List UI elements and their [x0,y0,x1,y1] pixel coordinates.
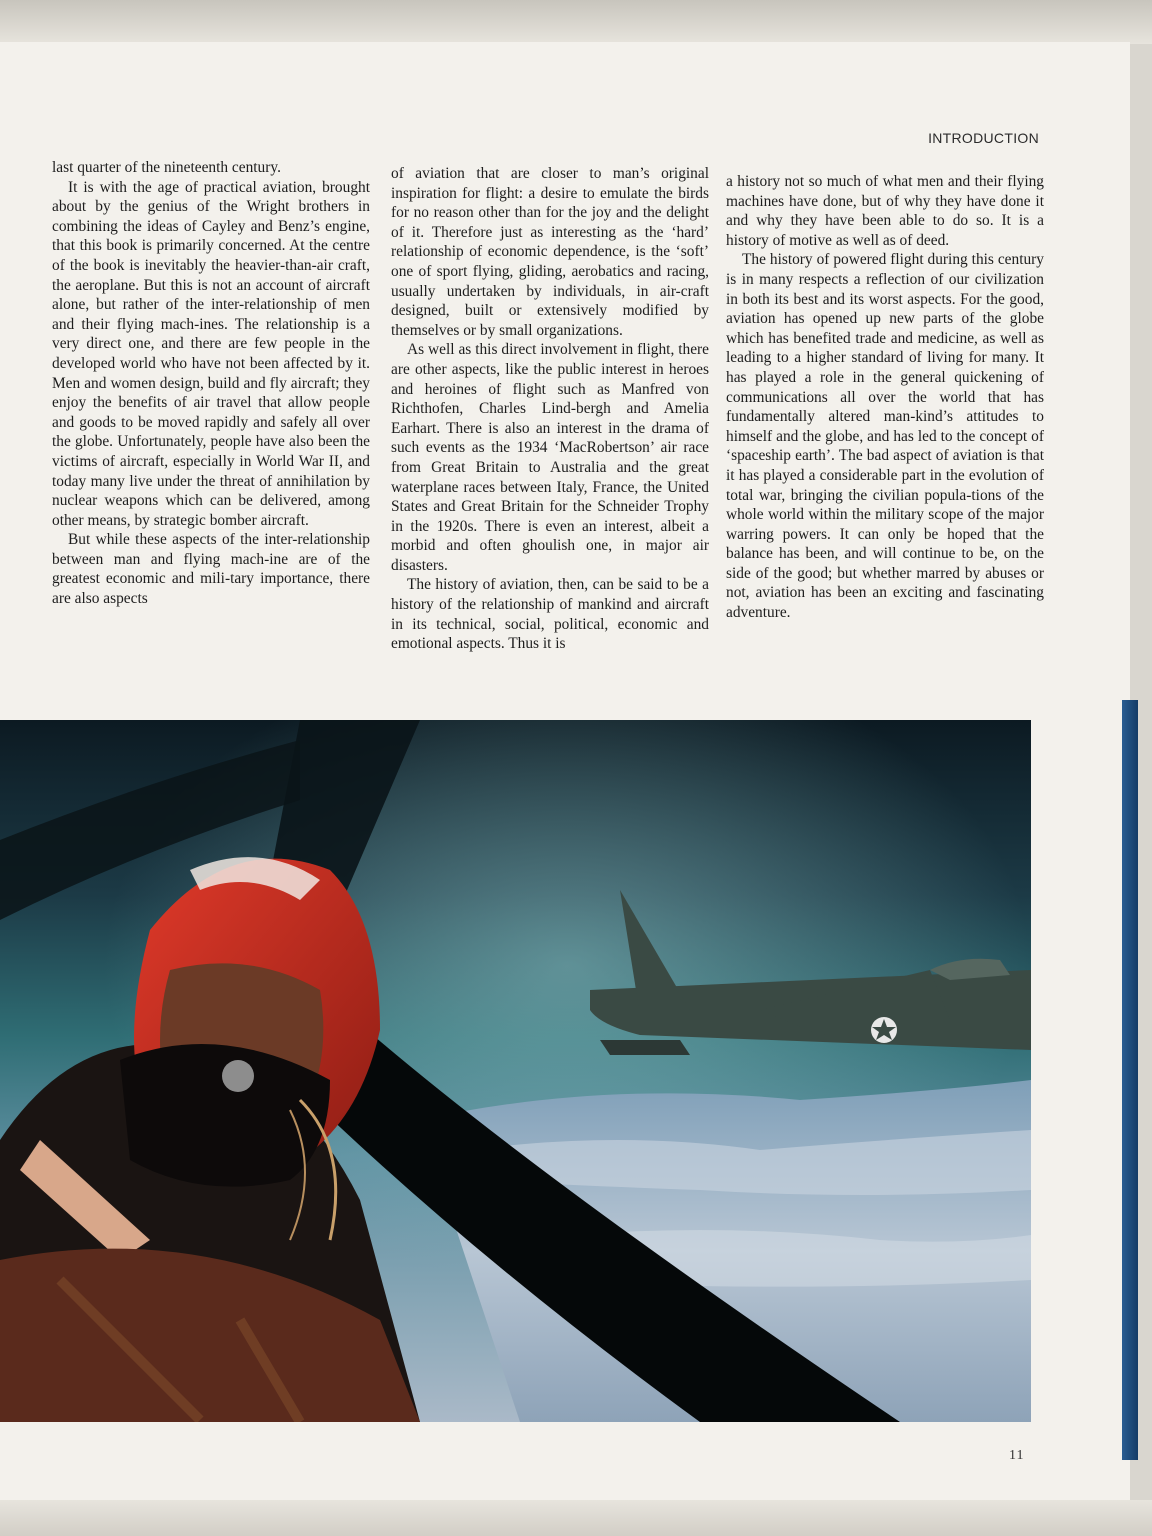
page-top-shadow [0,0,1152,44]
paragraph: The history of aviation, then, can be said to be a history of the relationship of mankind and aircraft in its technical, social, political, economic and emotional aspects. Thus it is [391,576,709,653]
paragraph: of aviation that are closer to man’s original inspiration for flight: a desire to emulate the birds for no reason other than for the joy and the delight of it. Therefore just as interesting as the ‘hard’ relationship of economic dependence, is the ‘soft’ one of sport flying, gliding, aerobatics and racing, usually undertaken by individuals, in air-craft designed, built or extensively modified by themselves or by small organizations. [391,165,709,339]
book-cover-edge [1122,700,1138,1460]
paragraph: a history not so much of what men and their flying machines have done, but of why they have done it and why they have been able to do so. It is a history of motive as well as of deed. [726,173,1044,249]
page-bottom-edge [0,1500,1152,1536]
paragraph: As well as this direct involvement in flight, there are other aspects, like the public interest in heroes and heroines of flight such as Manfred von Richthofen, Charles Lind-bergh and Amelia Earhart. There is also an interest in the drama of such events as the 1934 ‘MacRobertson’ air race from Great Britain to Australia and the great waterplane races between Italy, France, the United States and Great Britain for the Schneider Trophy in the 1920s. There is even an interest, albeit a morbid and often ghoulish one, in major air disasters. [391,341,709,574]
text-column-1 [52,158,370,609]
pilot-and-jet-photo [0,720,1031,1422]
section-header: INTRODUCTION [928,130,1039,146]
paragraph: But while these aspects of the inter-relationship between man and flying mach-ine are of the greatest economic and mili-tary importance, there are also aspects [52,531,370,608]
paragraph: The history of powered flight during this century is in many respects a reflection of our civilization in both its best and its worst aspects. For the good, aviation has opened up new parts of the globe which has benefited trade and medicine, as well as leading to a higher standard of living for many. It has played a role in the general quickening of communications all over the world that has fundamentally altered man-kind’s attitudes to himself and the globe, and has led to the concept of ‘spaceship earth’. The bad aspect of aviation is that it has played a considerable part in the evolution of total war, bringing the civilian popula-tions of the whole world within the military scope of the major warring powers. It can only be hoped that the balance has been, and will continue to be, on the side of the good; but whether marred by abuses or not, aviation has been an exciting and fascinating adventure. [726,251,1044,622]
paragraph: last quarter of the nineteenth century. [52,159,281,176]
text-column-2 [391,164,709,654]
text-column-3 [726,172,1044,623]
page-number: 11 [1009,1448,1025,1463]
paragraph: It is with the age of practical aviation, brought about by the genius of the Wright brothers in combining the ideas of Cayley and Benz’s engine, that this book is primarily concerned. At the centre of the book is inevitably the heavier-than-air craft, the aeroplane. But this is not an account of aircraft alone, but rather of the inter-relationship of men and their flying mach-ines. The relationship is a very direct one, and there are few people in the developed world who have not been affected by it. Men and women design, build and fly aircraft; they enjoy the benefits of air travel that allow people and goods to be moved rapidly and safely all over the globe. Unfortunately, people have also been the victims of aircraft, especially in World War II, and today many live under the threat of annihilation by nuclear weapons which can be delivered, among other means, by strategic bomber aircraft. [52,178,370,529]
